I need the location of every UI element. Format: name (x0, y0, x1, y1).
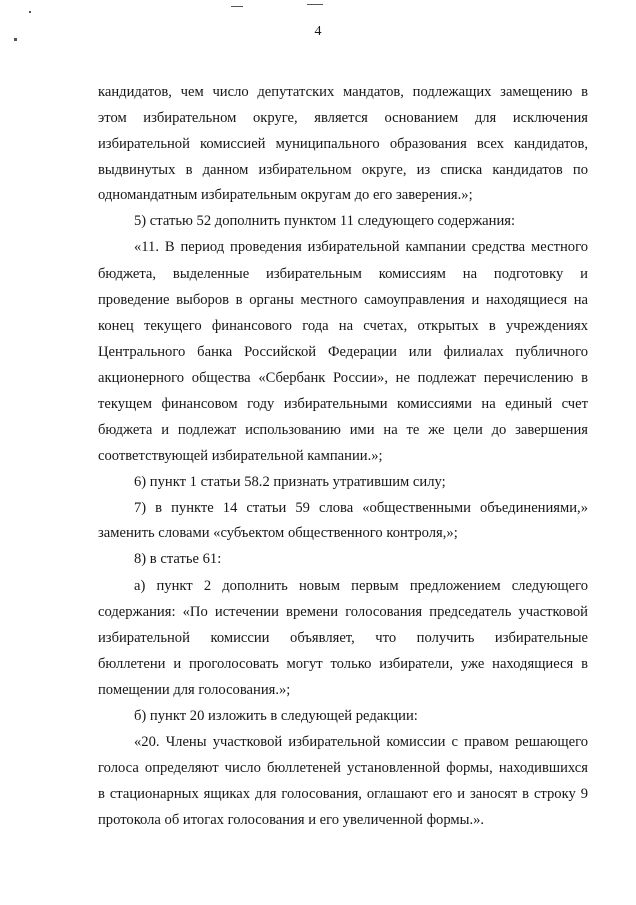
text-line: протокола об итогах голосования и его увеличенной формы.». (98, 812, 485, 828)
text-line: содержания: «По истечении времени голосования председатель участковой (98, 604, 588, 620)
text-line: 8) в статье 61: (134, 551, 222, 567)
page-number: 4 (314, 24, 322, 39)
text-line: текущем финансовом году избирательными комиссиями на единый счет (98, 396, 588, 412)
text-line: 6) пункт 1 статьи 58.2 признать утратившим силу; (134, 474, 446, 490)
text-line: бюджета, выделенные избирательным комиссиям на подготовку и (98, 266, 588, 282)
text-line: проведение выборов в органы местного самоуправления и находящиеся на (98, 292, 588, 308)
text-line: акционерного общества «Сбербанк России», не подлежат перечислению в (98, 370, 588, 386)
text-line: голоса определяют число бюллетеней установленной формы, находившихся (98, 760, 588, 776)
text-line: в стационарных ящиках для голосования, оглашают его и заносят в строку 9 (98, 786, 588, 802)
scan-mark (307, 4, 323, 5)
text-line: соответствующей избирательной кампании.»; (98, 448, 383, 464)
scan-mark (29, 11, 31, 13)
text-line: бюджета и подлежат использованию ими на те же цели до завершения (98, 422, 588, 438)
text-line: избирательной комиссии объявляет, что получить избирательные (98, 630, 588, 646)
text-line: выдвинутых в данном избирательном округе, из списка кандидатов по (98, 162, 588, 178)
text-line: бюллетени и проголосовать могут только избиратели, уже находящиеся в (98, 656, 588, 672)
text-line: кандидатов, чем число депутатских мандатов, подлежащих замещению в (98, 84, 588, 100)
text-line: «20. Члены участковой избирательной комиссии с правом решающего (134, 734, 588, 750)
scan-mark (231, 6, 243, 7)
text-line: «11. В период проведения избирательной кампании средства местного (134, 239, 588, 255)
text-line: избирательной комиссией муниципального образования всех кандидатов, (98, 136, 588, 152)
text-line: а) пункт 2 дополнить новым первым предложением следующего (134, 578, 588, 594)
text-line: Центрального банка Российской Федерации или филиалах публичного (98, 344, 588, 360)
text-line: помещении для голосования.»; (98, 682, 291, 698)
text-line: 5) статью 52 дополнить пунктом 11 следующего содержания: (134, 213, 516, 229)
text-line: 7) в пункте 14 статьи 59 слова «общественными объединениями,» (134, 500, 588, 516)
text-line: этом избирательном округе, является основанием для исключения (98, 110, 588, 126)
text-line: заменить словами «субъектом общественного контроля,»; (98, 525, 458, 541)
text-line: конец текущего финансового года на счетах, открытых в учреждениях (98, 318, 588, 334)
text-line: б) пункт 20 изложить в следующей редакции: (134, 708, 418, 724)
text-line: одномандатным избирательным округам до его заверения.»; (98, 187, 473, 203)
